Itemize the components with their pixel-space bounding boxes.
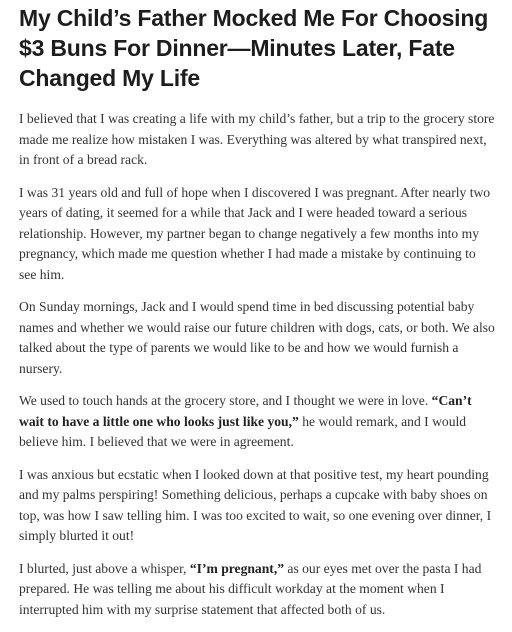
paragraph-sunday-mornings	[19, 297, 495, 379]
paragraph-intro	[19, 109, 495, 171]
paragraph-grocery-store	[19, 391, 495, 453]
paragraph-text: On Sunday mornings, Jack and I would spend time in bed discussing potential baby names and whether we would raise our future children with dogs, cats, or both. We also talked about the type of parents we would like to be and how we would furnish a nursery.	[19, 299, 495, 376]
paragraph-positive-test	[19, 465, 495, 547]
paragraph-text: I was 31 years old and full of hope when I discovered I was pregnant. After nearly two years of dating, it seemed for a while that Jack and I were headed toward a serious relationship. However, my partner began to change negatively a few months into my pregnancy, which made me question whether I had made a mistake by continuing to see him.	[19, 184, 491, 282]
paragraph-text: as our eyes met over the pasta I had prepared. He was telling me about his difficult workday at the moment when I interrupted him with my surprise statement that affected both of us.	[19, 560, 482, 617]
article	[19, 3, 495, 632]
paragraph-pregnancy-discovery	[19, 183, 495, 286]
paragraph-text: I blurted, just above a whisper,	[19, 560, 190, 576]
paragraph-text: I believed that I was creating a life with my child’s father, but a trip to the grocery store made me realize how mistaken I was. Everything was altered by what transpired next, in front of a bread rack.	[19, 111, 495, 167]
paragraph-text: We used to touch hands at the grocery store, and I thought we were in love.	[19, 393, 432, 408]
paragraph-announcement	[19, 559, 495, 621]
quote-text: “I’m pregnant,”	[189, 560, 285, 576]
article-title: My Child’s Father Mocked Me For Choosing $3 Buns For Dinner—Minutes Later, Fate Changed My Life	[19, 5, 489, 91]
paragraph-text: I was anxious but ecstatic when I looked down at that positive test, my heart pounding and my palms perspiring! Something delicious, perhaps a cupcake with baby shoes on top, was how I saw telling him. I was too excited to wait, so one evening over dinner, I simply blurted it out!	[19, 466, 492, 543]
paragraph-text: he would remark, and I would believe him. I believed that we were in agreement.	[19, 413, 467, 449]
quote-text: “Can’t wait to have a little one who looks just like you,”	[19, 393, 472, 429]
